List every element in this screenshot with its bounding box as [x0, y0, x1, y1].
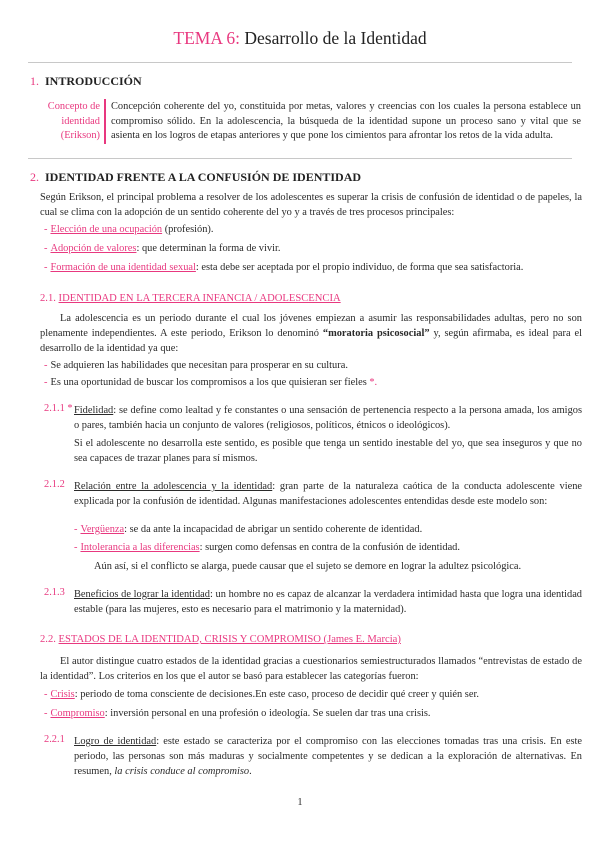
paragraph-text: y, según afirmaba, es ideal para el desarrollo de la identidad ya que:: [40, 328, 583, 354]
subsection-2-1-2-number: 2.1.2: [44, 479, 65, 490]
paragraph-italic: la crisis conduce al compromiso: [114, 766, 250, 777]
list-item: [44, 241, 280, 256]
list-item: [44, 260, 523, 275]
link-compromiso[interactable]: Compromiso: [50, 708, 105, 719]
subsection-2-1-1-number: 2.1.1 *: [44, 403, 73, 414]
subsection-2-1-heading: [40, 293, 341, 304]
paragraph-text: : se define como lealtad y fe constantes o una sensación de pertenencia respecto a la persona amada, los amigos o pares, también hacia un conjunto de valores (religiosos, políticos, étnicos o ideológicos).: [74, 405, 582, 431]
list-item-text: : inversión personal en una profesión o ideología. Se suelen dar tras una crisis.: [104, 708, 431, 719]
section-1-divider: [28, 158, 572, 159]
concept-label: [34, 100, 100, 144]
dash-marker: -: [74, 524, 78, 535]
concept-label-line-1: Concepto de: [47, 101, 100, 112]
concept-divider: [104, 99, 106, 144]
logro-paragraph: [74, 734, 582, 779]
section-1-title: INTRODUCCIÓN: [45, 74, 142, 88]
link-crisis[interactable]: Crisis: [50, 689, 75, 700]
moratoria-term: “moratoria psicosocial”: [322, 328, 430, 339]
dash-marker: -: [44, 689, 48, 700]
section-1-number: 1.: [30, 74, 39, 88]
link-adopcion-valores[interactable]: Adopción de valores: [50, 243, 137, 254]
concept-label-line-3: (Erikson): [60, 130, 100, 141]
subsection-2-1-title: IDENTIDAD EN LA TERCERA INFANCIA / ADOLESCENCIA: [58, 293, 341, 304]
fidelidad-paragraph: [74, 403, 582, 433]
list-item: [74, 522, 422, 537]
title-main: Desarrollo de la Identidad: [244, 28, 427, 48]
dash-marker: -: [44, 224, 48, 235]
relacion-term: Relación entre la adolescencia y la identidad: [74, 481, 273, 492]
section-1-heading: [30, 74, 142, 89]
page-title: [0, 28, 600, 49]
list-item: [44, 222, 214, 237]
list-item: [44, 375, 377, 390]
section-2-intro: Según Erikson, el principal problema a resolver de los adolescentes es superar la crisis de confusión de identidad o de papeles, la cual se clima con la adopción de un sentido coherente del yo y a través de tres procesos principales:: [40, 192, 582, 218]
paragraph-text: La adolescencia es un periodo durante el cual los jóvenes empiezan a asumir las responsabilidades adultas, pero no son plenamente independientes. A este periodo, Erikson lo denominó: [40, 313, 582, 339]
title-prefix: TEMA 6:: [173, 28, 240, 48]
list-item-text: (profesión).: [162, 224, 214, 235]
list-item-text: Se adquieren las habilidades que necesitan para prosperar en su cultura.: [50, 360, 348, 371]
list-item-text: : periodo de toma consciente de decisiones.En este caso, proceso de decidir qué creer y quién ser.: [74, 689, 479, 700]
relacion-paragraph-2: Aún así, si el conflicto se alarga, puede causar que el sujeto se demore en lograr la adultez psicológica.: [94, 561, 522, 572]
list-item-text: Es una oportunidad de buscar los compromisos a los que quisieran ser fieles: [50, 377, 367, 388]
dash-marker: -: [44, 243, 48, 254]
dash-marker: -: [44, 708, 48, 719]
list-item: [44, 706, 431, 721]
paragraph-text: .: [249, 766, 252, 777]
beneficios-paragraph: [74, 587, 582, 617]
paragraph-text: : gran parte de la naturaleza caótica de la conducta adolescente viene explicada por la confusión de identidad. Algunas manifestaciones adolescentes entendidas desde este modelo son:: [74, 481, 582, 507]
link-eleccion-ocupacion[interactable]: Elección de una ocupación: [50, 224, 163, 235]
list-item-text: : surgen como defensas en contra de la confusión de identidad.: [199, 542, 460, 553]
list-item: [44, 687, 479, 702]
concept-label-line-2: identidad: [61, 115, 100, 127]
paragraph-text: : un hombre no es capaz de alcanzar la verdadera intimidad hasta que logra una identidad estable (para las mujeres, esto es necesario para el matrimonio y la maternidad).: [74, 589, 583, 615]
link-verguenza[interactable]: Vergüenza: [80, 524, 125, 535]
paragraph-text: : este estado se caracteriza por el compromiso con las elecciones tomadas tras una crisis. En este periodo, las personas son más maduras y socialmente competentes y se dedican a la exploración de alternativas. En resumen,: [74, 736, 583, 777]
list-item-text: : esta debe ser aceptada por el propio individuo, de forma que sea satisfactoria.: [195, 262, 524, 273]
fidelidad-paragraph-2: Si el adolescente no desarrolla este sentido, es posible que tenga un sentido inestable del yo, que sea inseguros y que no sea capaces de trazar planes para sí mismos.: [74, 438, 582, 464]
dash-marker: -: [44, 360, 48, 371]
list-item: [44, 358, 348, 373]
page-number: 1: [297, 797, 303, 808]
concept-definition: Concepción coherente del yo, constituida por metas, valores y creencias con los cuales la persona establece un compromiso sólido. En la adolescencia, la búsqueda de la identidad supone un proceso sano y vital que se asienta en los logros de etapas anteriores y que pone los cimientos para afrontar los retos de la vida adulta.: [111, 101, 581, 141]
link-intolerancia[interactable]: Intolerancia a las diferencias: [80, 542, 200, 553]
dash-marker: -: [74, 542, 78, 553]
dash-marker: -: [44, 262, 48, 273]
section-2-number: 2.: [30, 170, 39, 184]
relacion-paragraph: [74, 479, 582, 509]
marcia-paragraph: El autor distingue cuatro estados de la identidad gracias a cuestionarios semiestructurados llamados “entrevistas de estado de la identidad”. Los criterios en los que el autor se basó para establecer las categorías fueron:: [40, 656, 582, 682]
footnote-star: *.: [369, 377, 378, 388]
list-item-text: : se da ante la incapacidad de abrigar un sentido coherente de identidad.: [124, 524, 423, 535]
subsection-2-2-heading: [40, 634, 401, 645]
list-item: [74, 540, 460, 555]
moratoria-paragraph: [40, 311, 582, 356]
beneficios-term: Beneficios de lograr la identidad: [74, 589, 210, 600]
fidelidad-term: Fidelidad: [74, 405, 114, 416]
subsection-2-1-3-number: 2.1.3: [44, 587, 65, 598]
link-identidad-sexual[interactable]: Formación de una identidad sexual: [50, 262, 196, 273]
title-divider: [28, 62, 572, 63]
section-2-title: IDENTIDAD FRENTE A LA CONFUSIÓN DE IDENTIDAD: [45, 170, 362, 184]
list-item-text: : que determinan la forma de vivir.: [136, 243, 281, 254]
dash-marker: -: [44, 377, 48, 388]
subsection-2-2-number: 2.2.: [40, 634, 56, 645]
section-2-heading: [30, 170, 361, 185]
subsection-2-1-number: 2.1.: [40, 293, 56, 304]
subsection-2-2-1-number: 2.2.1: [44, 734, 65, 745]
subsection-2-2-title: ESTADOS DE LA IDENTIDAD, CRISIS Y COMPROMISO (James E. Marcia): [58, 634, 401, 645]
logro-term: Logro de identidad: [74, 736, 157, 747]
